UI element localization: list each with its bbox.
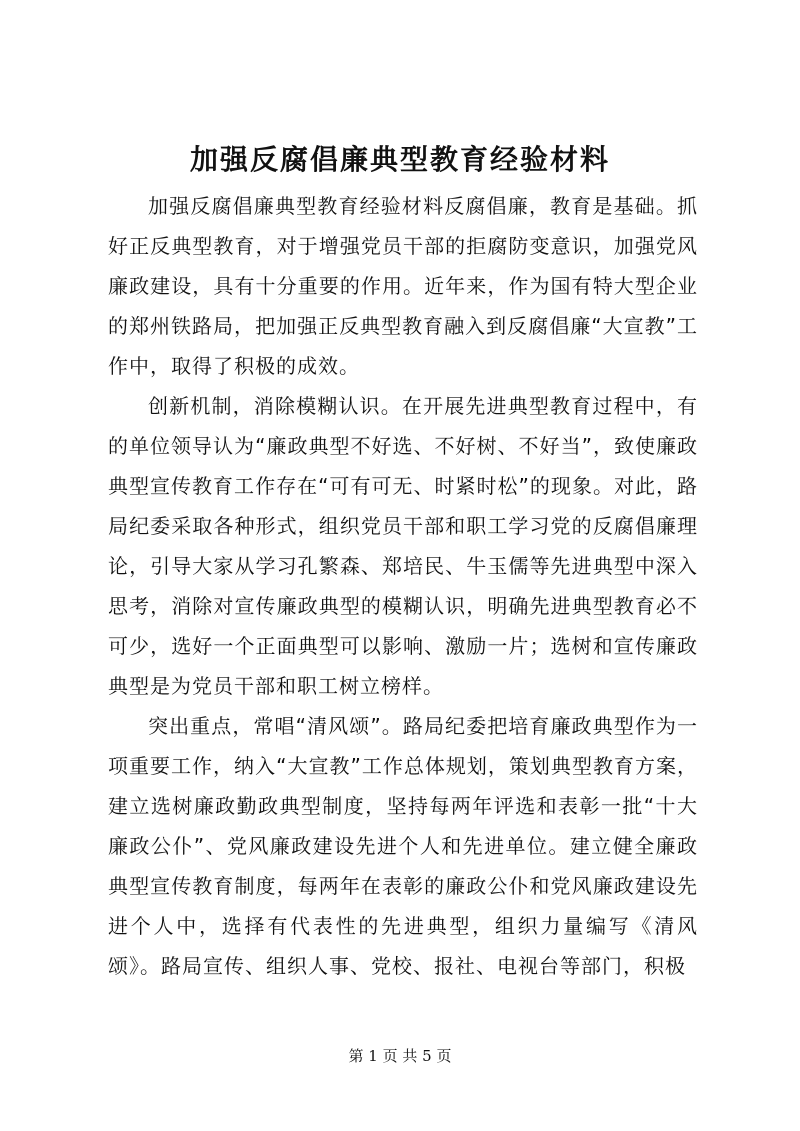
paragraph: 突出重点，常唱“清风颂”。路局纪委把培育廉政典型作为一项重要工作，纳入“大宣教”工作总体规划，策划典型教育方案，建立选树廉政勤政典型制度，坚持每两年评选和表彰一批“十大廉政公仆”、党风廉政建设先进个人和先进单位。建立健全廉政典型宣传教育制度，每两年在表彰的廉政公仆和党风廉政建设先进个人中，选择有代表性的先进典型，组织力量编写《清风颂》。路局宣传、组织人事、党校、报社、电视台等部门，积极 — [108, 714, 698, 978]
paragraph: 加强反腐倡廉典型教育经验材料反腐倡廉，教育是基础。抓好正反典型教育，对于增强党员干部的拒腐防变意识，加强党风廉政建设，具有十分重要的作用。近年来，作为国有特大型企业的郑州铁路局，把加强正反典型教育融入到反腐倡廉“大宣教”工作中，取得了积极的成效。 — [108, 194, 698, 378]
document-body — [108, 186, 698, 986]
document-title: 加强反腐倡廉典型教育经验材料 — [189, 143, 610, 176]
paragraph: 创新机制，消除模糊认识。在开展先进典型教育过程中，有的单位领导认为“廉政典型不好选、不好树、不好当”，致使廉政典型宣传教育工作存在“可有可无、时紧时松”的现象。对此，路局纪委采取各种形式，组织党员干部和职工学习党的反腐倡廉理论，引导大家从学习孔繁森、郑培民、牛玉儒等先进典型中深入思考，消除对宣传廉政典型的模糊认识，明确先进典型教育必不可少，选好一个正面典型可以影响、激励一片；选树和宣传廉政典型是为党员干部和职工树立榜样。 — [108, 394, 698, 698]
page-footer: 第 1 页 共 5 页 — [348, 1047, 452, 1065]
